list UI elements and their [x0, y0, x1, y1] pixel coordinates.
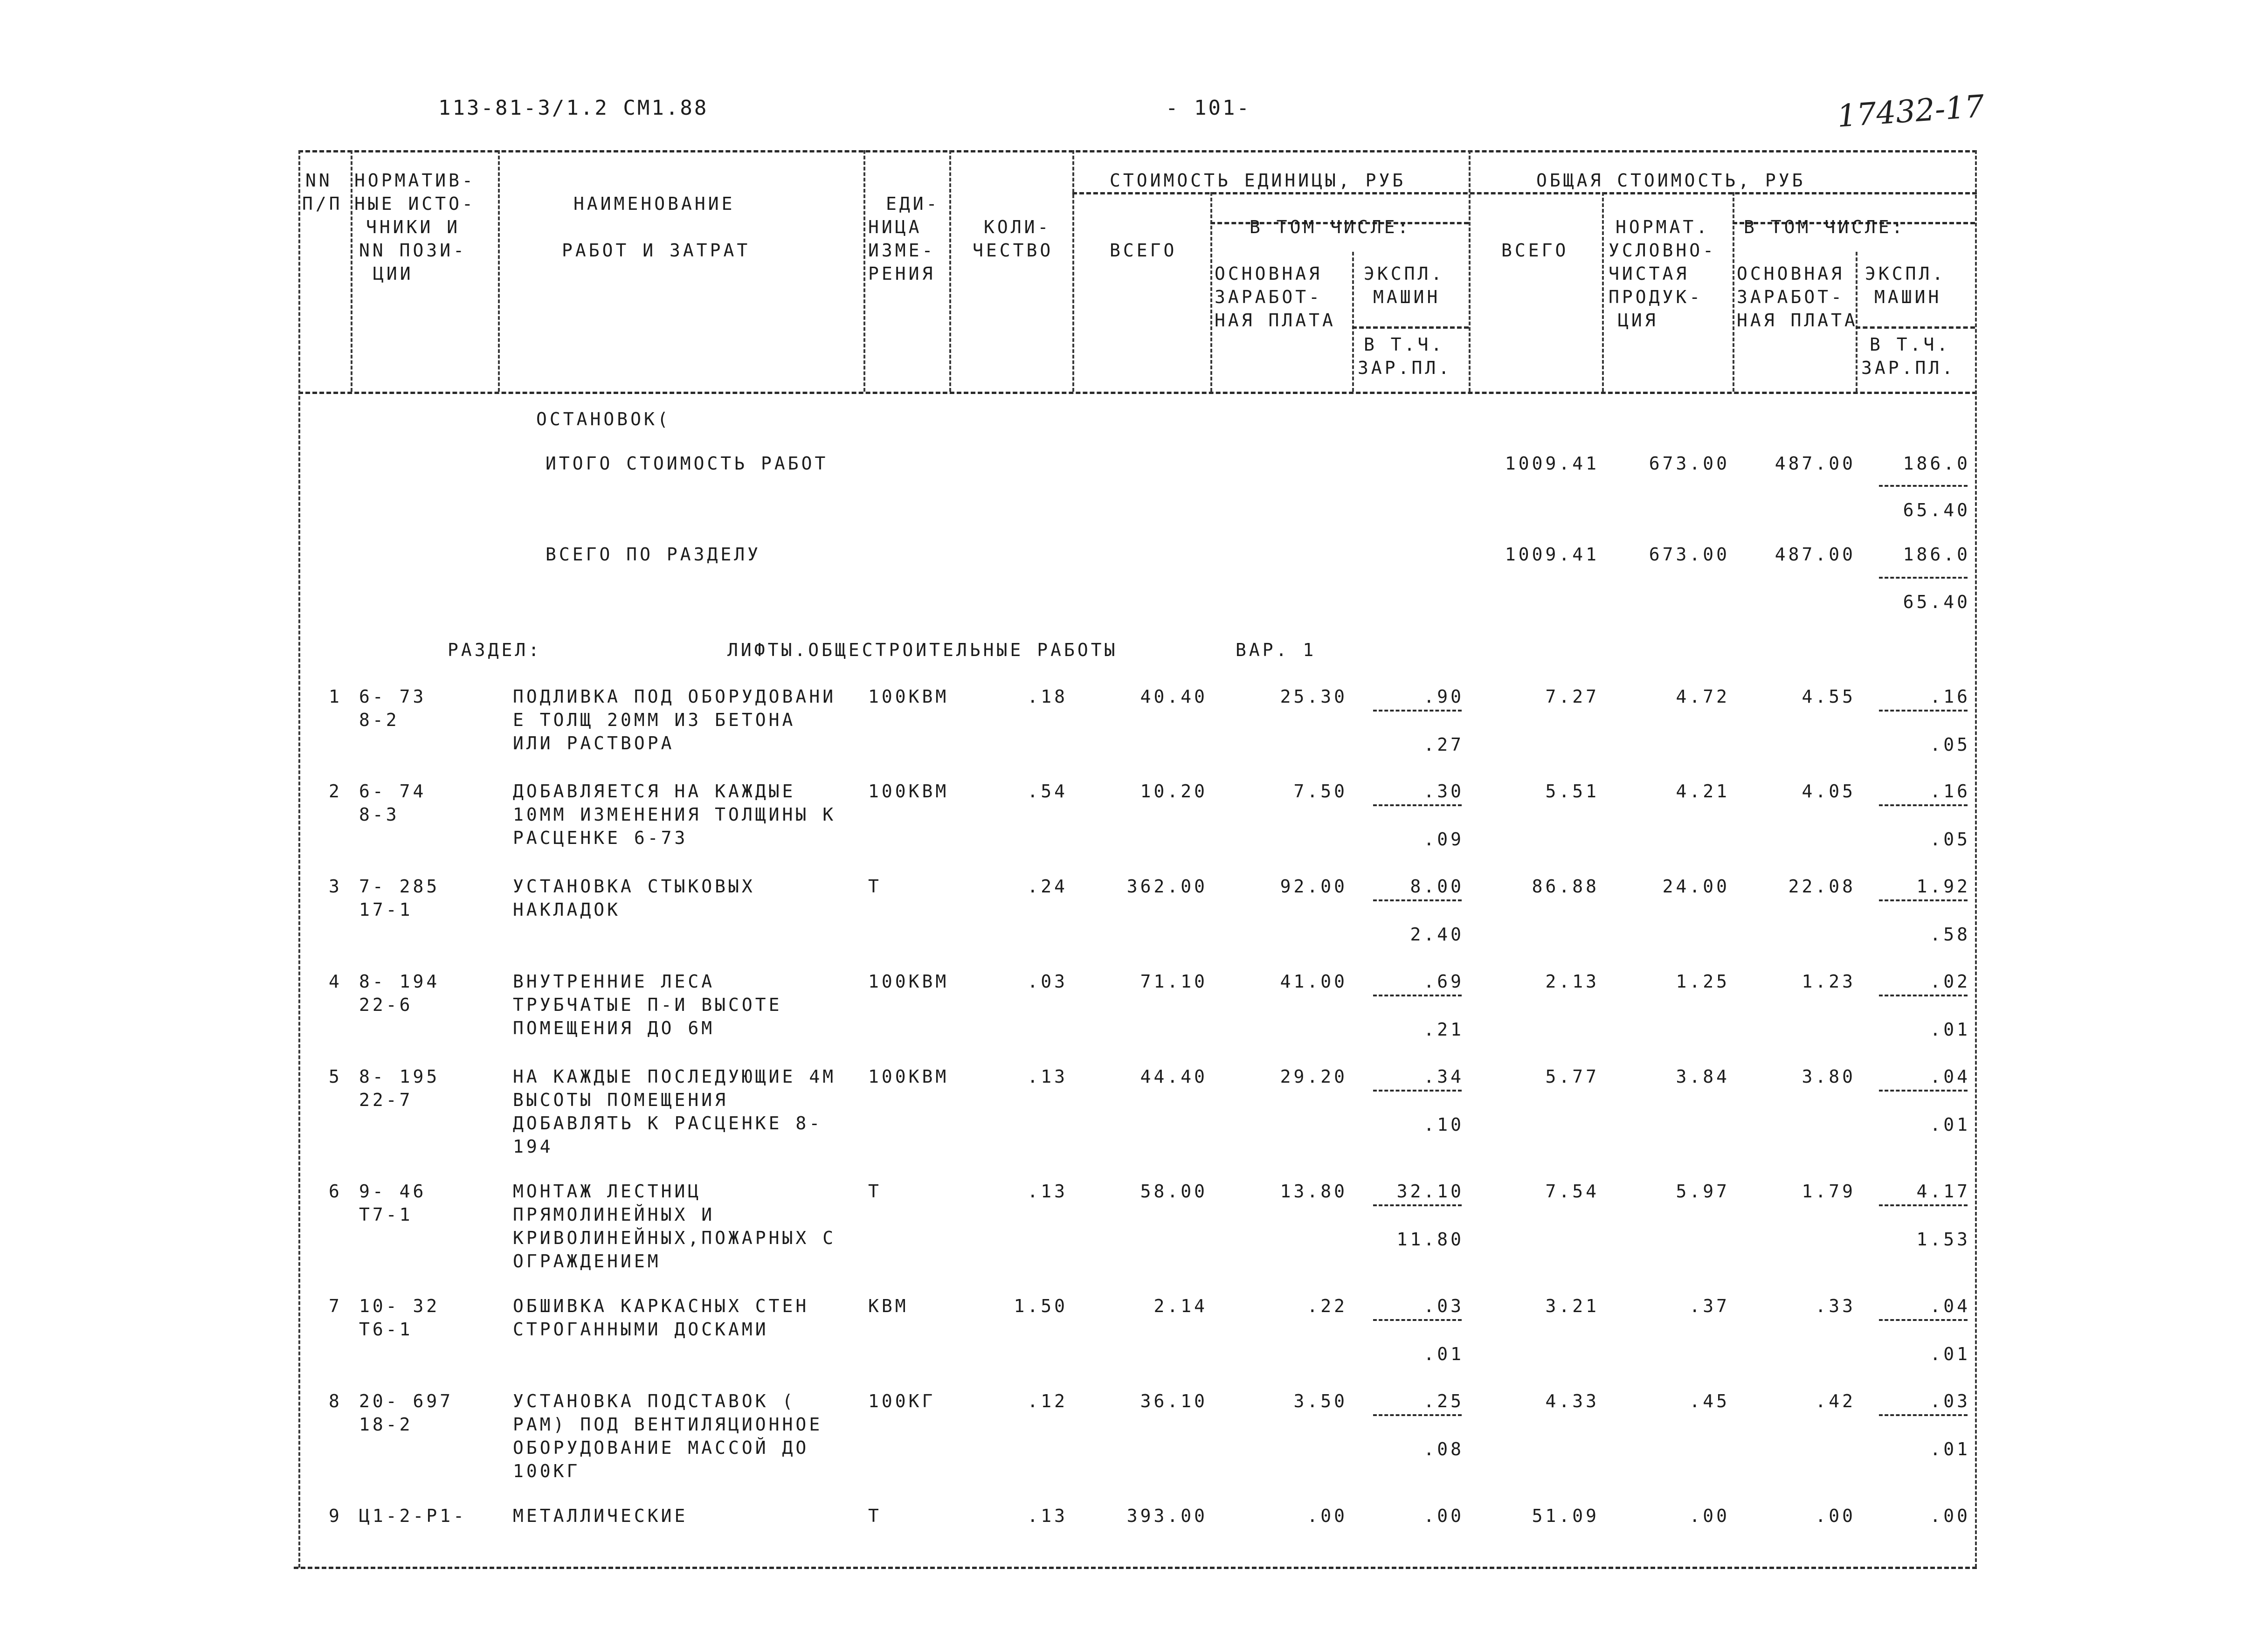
- row-position: 17-1: [359, 899, 413, 920]
- eks-divider: [1352, 326, 1469, 329]
- hdr-name-2: РАБОТ И ЗАТРАТ: [562, 240, 751, 261]
- row-grand-norm-production: .00: [1689, 1506, 1730, 1526]
- hdr-norm-4: NN ПОЗИ-: [359, 240, 467, 261]
- row-grand-norm-production: 4.21: [1676, 781, 1730, 802]
- table-right-edge: [1975, 150, 1977, 1568]
- row-name-line: ОБШИВКА КАРКАСНЫХ СТЕН: [513, 1296, 809, 1316]
- row-unit-machines-sep: [1373, 899, 1462, 901]
- table-bottom-border: [294, 1567, 1977, 1569]
- row-grand-machines-salary: .05: [1930, 734, 1970, 755]
- hdr-osn-6: НАЯ ПЛАТА: [1737, 310, 1858, 331]
- hdr-unit-2: НИЦА: [868, 217, 922, 237]
- row-unit: 100КВМ: [868, 1066, 949, 1087]
- row-unit-salary: 25.30: [1280, 686, 1347, 707]
- row-name-line: ВНУТРЕННИЕ ЛЕСА: [513, 971, 715, 992]
- row-name-line: 194: [513, 1136, 553, 1157]
- row-unit-machines-salary: .27: [1423, 734, 1464, 755]
- row-unit-salary: 13.80: [1280, 1181, 1347, 1202]
- row-name-line: ОГРАЖДЕНИЕМ: [513, 1251, 661, 1272]
- row-unit-machines-sep: [1373, 1204, 1462, 1206]
- summary-vsego-eks-zp: 65.40: [1903, 592, 1970, 612]
- row-name-line: МОНТАЖ ЛЕСТНИЦ: [513, 1181, 702, 1202]
- row-grand-norm-production: 5.97: [1676, 1181, 1730, 1202]
- row-name-line: ТРУБЧАТЫЕ П-И ВЫСОТЕ: [513, 995, 782, 1015]
- row-unit: Т: [868, 876, 882, 897]
- row-name-line: Е ТОЛЩ 20ММ ИЗ БЕТОНА: [513, 710, 796, 730]
- row-name-line: ДОБАВЛЯТЬ К РАСЦЕНКЕ 8-: [513, 1113, 823, 1134]
- row-grand-salary: 3.80: [1802, 1066, 1856, 1087]
- row-unit-total: 2.14: [1153, 1296, 1208, 1316]
- row-grand-machines: .04: [1930, 1066, 1970, 1087]
- row-grand-machines-sep: [1879, 995, 1968, 996]
- hdr-eks-8: ЗАР.ПЛ.: [1861, 358, 1956, 378]
- row-unit-machines: .30: [1423, 781, 1464, 802]
- row-number: 1: [329, 686, 342, 707]
- row-grand-machines: .02: [1930, 971, 1970, 992]
- row-unit-machines-sep: [1373, 1319, 1462, 1321]
- row-unit: КВМ: [868, 1296, 909, 1316]
- summary-vsego-norm: 673.00: [1649, 544, 1730, 565]
- row-unit-salary: 29.20: [1280, 1066, 1347, 1087]
- document-code: 113-81-3/1.2 СМ1.88: [438, 96, 709, 120]
- row-grand-machines-sep: [1879, 1414, 1968, 1416]
- hdr-eks-6: МАШИН: [1874, 287, 1942, 307]
- hdr-nn: NN: [305, 170, 332, 191]
- row-number: 7: [329, 1296, 342, 1316]
- row-grand-machines: .16: [1930, 781, 1970, 802]
- row-grand-machines: .16: [1930, 686, 1970, 707]
- row-position: 22-7: [359, 1090, 413, 1110]
- row-code: 6- 73: [359, 686, 427, 707]
- summary-itogo-sep: [1879, 485, 1968, 487]
- col-sep-unit-cost: [1469, 150, 1471, 392]
- row-grand-salary: 1.79: [1802, 1181, 1856, 1202]
- col-sep-total: [1602, 192, 1604, 392]
- row-name-line: РАМ) ПОД ВЕНТИЛЯЦИОННОЕ: [513, 1414, 823, 1435]
- row-number: 6: [329, 1181, 342, 1202]
- row-name-line: 100КГ: [513, 1461, 580, 1481]
- row-grand-machines-sep: [1879, 710, 1968, 712]
- page-number: - 101-: [1166, 96, 1251, 120]
- row-grand-norm-production: .37: [1689, 1296, 1730, 1316]
- hdr-nor-5: ЦИЯ: [1618, 310, 1658, 331]
- summary-itogo-eks: 186.0: [1903, 453, 1970, 474]
- row-name-line: 10ММ ИЗМЕНЕНИЯ ТОЛЩИНЫ К: [513, 804, 836, 825]
- row-unit-machines-sep: [1373, 710, 1462, 712]
- row-grand-salary: 4.05: [1802, 781, 1856, 802]
- row-quantity: .03: [1027, 971, 1068, 992]
- row-quantity: .24: [1027, 876, 1068, 897]
- row-unit-machines: .34: [1423, 1066, 1464, 1087]
- row-grand-machines: .00: [1930, 1506, 1970, 1526]
- row-grand-salary: 4.55: [1802, 686, 1856, 707]
- row-unit-salary: 3.50: [1293, 1391, 1347, 1411]
- row-position: Т6-1: [359, 1319, 413, 1340]
- header-bottom-border: [298, 392, 1977, 394]
- summary-itogo-label: ИТОГО СТОИМОСТЬ РАБОТ: [546, 453, 829, 474]
- row-quantity: .12: [1027, 1391, 1068, 1411]
- hdr-nor-2: УСЛОВНО-: [1609, 240, 1717, 261]
- row-unit: 100КВМ: [868, 971, 949, 992]
- row-unit-machines: .03: [1423, 1296, 1464, 1316]
- row-grand-salary: .33: [1815, 1296, 1856, 1316]
- hdr-osn-1: ОСНОВНАЯ: [1215, 263, 1323, 284]
- hdr-unit-1: ЕДИ-: [886, 194, 940, 214]
- row-grand-salary: 1.23: [1802, 971, 1856, 992]
- row-position: 18-2: [359, 1414, 413, 1435]
- summary-vsego-sep: [1879, 577, 1968, 579]
- row-unit-total: 10.20: [1140, 781, 1208, 802]
- row-unit-salary: 92.00: [1280, 876, 1347, 897]
- row-grand-machines-salary: .01: [1930, 1344, 1970, 1364]
- hdr-eks-2: МАШИН: [1373, 287, 1441, 307]
- section-title: ЛИФТЫ.ОБЩЕСТРОИТЕЛЬНЫЕ РАБОТЫ: [727, 640, 1118, 660]
- hdr-nor-1: НОРМАТ.: [1616, 217, 1710, 237]
- row-grand-total: 3.21: [1545, 1296, 1599, 1316]
- row-unit-machines-salary: .21: [1423, 1019, 1464, 1040]
- hdr-eks-4: ЗАР.ПЛ.: [1358, 358, 1452, 378]
- row-position: 8-3: [359, 804, 400, 825]
- summary-vsego-total: 1009.41: [1505, 544, 1599, 565]
- row-grand-machines-sep: [1879, 899, 1968, 901]
- hdr-unit-cost: СТОИМОСТЬ ЕДИНИЦЫ, РУБ: [1110, 170, 1406, 191]
- summary-vsego-osn: 487.00: [1775, 544, 1856, 565]
- row-number: 9: [329, 1506, 342, 1526]
- col-sep-nn: [351, 150, 352, 392]
- row-unit-machines-salary: .09: [1423, 829, 1464, 850]
- row-unit-machines-salary: 2.40: [1410, 924, 1464, 945]
- row-unit-salary: .22: [1307, 1296, 1347, 1316]
- hdr-eks-3: В Т.Ч.: [1364, 334, 1445, 355]
- row-number: 3: [329, 876, 342, 897]
- hdr-norm-1: НОРМАТИВ-: [354, 170, 476, 191]
- hdr-vsego: ВСЕГО: [1110, 240, 1177, 261]
- row-unit-total: 362.00: [1126, 876, 1208, 897]
- archive-stamp: 17432-17: [1836, 88, 1986, 134]
- row-unit-machines: .69: [1423, 971, 1464, 992]
- section-label: РАЗДЕЛ:: [448, 640, 542, 660]
- row-number: 4: [329, 971, 342, 992]
- row-unit-machines: .90: [1423, 686, 1464, 707]
- row-code: 10- 32: [359, 1296, 440, 1316]
- hdr-vtom: В ТОМ ЧИСЛЕ:: [1250, 217, 1411, 237]
- hdr-osn-2: ЗАРАБОТ-: [1215, 287, 1323, 307]
- hdr-pp: П/П: [302, 194, 343, 214]
- row-position: 8-2: [359, 710, 400, 730]
- row-quantity: .13: [1027, 1066, 1068, 1087]
- row-grand-salary: .42: [1815, 1391, 1856, 1411]
- row-unit-total: 71.10: [1140, 971, 1208, 992]
- hdr-osn-4: ОСНОВНАЯ: [1737, 263, 1845, 284]
- row-code: 6- 74: [359, 781, 427, 802]
- row-quantity: .18: [1027, 686, 1068, 707]
- row-grand-machines-sep: [1879, 1204, 1968, 1206]
- row-unit-machines-sep: [1373, 1090, 1462, 1092]
- row-grand-norm-production: 24.00: [1662, 876, 1730, 897]
- row-position: 22-6: [359, 995, 413, 1015]
- hdr-norm-5: ЦИИ: [373, 263, 414, 284]
- row-code: 20- 697: [359, 1391, 454, 1411]
- row-grand-machines-salary: .58: [1930, 924, 1970, 945]
- row-name-line: УСТАНОВКА СТЫКОВЫХ: [513, 876, 755, 897]
- row-unit-salary: 41.00: [1280, 971, 1347, 992]
- row-grand-norm-production: .45: [1689, 1391, 1730, 1411]
- table-left-edge: [298, 150, 300, 1568]
- row-grand-machines-salary: 1.53: [1916, 1229, 1970, 1250]
- row-unit-salary: .00: [1307, 1506, 1347, 1526]
- row-grand-total: 4.33: [1545, 1391, 1599, 1411]
- row-grand-total: 2.13: [1545, 971, 1599, 992]
- row-name-line: ОБОРУДОВАНИЕ МАССОЙ ДО: [513, 1438, 809, 1458]
- hdr-osn-3: НАЯ ПЛАТА: [1215, 310, 1336, 331]
- hdr-qty-1: КОЛИ-: [984, 217, 1051, 237]
- row-unit-machines: .25: [1423, 1391, 1464, 1411]
- row-unit-salary: 7.50: [1293, 781, 1347, 802]
- hdr-eks-5: ЭКСПЛ.: [1865, 263, 1946, 284]
- row-number: 8: [329, 1391, 342, 1411]
- row-name-line: НА КАЖДЫЕ ПОСЛЕДУЮЩИЕ 4М: [513, 1066, 836, 1087]
- summary-itogo-total: 1009.41: [1505, 453, 1599, 474]
- row-unit-total: 36.10: [1140, 1391, 1208, 1411]
- row-unit-machines-sep: [1373, 804, 1462, 806]
- row-code: 8- 194: [359, 971, 440, 992]
- hdr-eks-1: ЭКСПЛ.: [1364, 263, 1445, 284]
- row-unit: Т: [868, 1181, 882, 1202]
- row-unit: 100КГ: [868, 1391, 936, 1411]
- eks-divider-2: [1856, 326, 1975, 329]
- summary-carryover-text: ОСТАНОВОК(: [536, 409, 671, 429]
- row-quantity: .54: [1027, 781, 1068, 802]
- row-name-line: НАКЛАДОК: [513, 899, 621, 920]
- row-name-line: ВЫСОТЫ ПОМЕЩЕНИЯ: [513, 1090, 729, 1110]
- row-grand-norm-production: 4.72: [1676, 686, 1730, 707]
- row-grand-machines-sep: [1879, 1090, 1968, 1092]
- row-unit-machines: .00: [1423, 1506, 1464, 1526]
- row-unit-total: 40.40: [1140, 686, 1208, 707]
- row-grand-machines: .04: [1930, 1296, 1970, 1316]
- row-code: 9- 46: [359, 1181, 427, 1202]
- row-grand-machines-salary: .01: [1930, 1019, 1970, 1040]
- hdr-osn-5: ЗАРАБОТ-: [1737, 287, 1845, 307]
- row-grand-machines-sep: [1879, 804, 1968, 806]
- hdr-unit-4: РЕНИЯ: [868, 263, 936, 284]
- hdr-eks-7: В Т.Ч.: [1870, 334, 1951, 355]
- summary-itogo-norm: 673.00: [1649, 453, 1730, 474]
- hdr-vsego-2: ВСЕГО: [1501, 240, 1569, 261]
- row-unit-machines-salary: .08: [1423, 1439, 1464, 1459]
- col-sep-osn: [1352, 252, 1354, 392]
- hdr-name-1: НАИМЕНОВАНИЕ: [573, 194, 735, 214]
- row-grand-total: 51.09: [1532, 1506, 1599, 1526]
- hdr-total-cost: ОБЩАЯ СТОИМОСТЬ, РУБ: [1536, 170, 1806, 191]
- header-subdivider: [1072, 192, 1977, 194]
- hdr-unit-3: ИЗМЕ-: [868, 240, 936, 261]
- row-unit: 100КВМ: [868, 781, 949, 802]
- row-name-line: ПОМЕЩЕНИЯ ДО 6М: [513, 1018, 715, 1038]
- summary-itogo-osn: 487.00: [1775, 453, 1856, 474]
- row-unit-total: 393.00: [1126, 1506, 1208, 1526]
- row-unit-machines-salary: 11.80: [1396, 1229, 1464, 1250]
- row-grand-total: 5.51: [1545, 781, 1599, 802]
- hdr-norm-2: НЫЕ ИСТО-: [354, 194, 476, 214]
- col-sep-norm: [498, 150, 500, 392]
- row-number: 5: [329, 1066, 342, 1087]
- row-grand-machines: .03: [1930, 1391, 1970, 1411]
- row-unit: Т: [868, 1506, 882, 1526]
- summary-vsego-label: ВСЕГО ПО РАЗДЕЛУ: [546, 544, 761, 565]
- row-unit: 100КВМ: [868, 686, 949, 707]
- row-code: Ц1-2-Р1-: [359, 1506, 467, 1526]
- row-grand-machines-sep: [1879, 1319, 1968, 1321]
- row-quantity: 1.50: [1014, 1296, 1068, 1316]
- row-name-line: ИЛИ РАСТВОРА: [513, 733, 675, 753]
- row-grand-machines-salary: .01: [1930, 1114, 1970, 1135]
- hdr-nor-4: ПРОДУК-: [1609, 287, 1703, 307]
- row-grand-machines-salary: .01: [1930, 1439, 1970, 1459]
- row-name-line: ПРЯМОЛИНЕЙНЫХ И: [513, 1204, 715, 1225]
- row-grand-total: 7.27: [1545, 686, 1599, 707]
- row-number: 2: [329, 781, 342, 802]
- row-name-line: ДОБАВЛЯЕТСЯ НА КАЖДЫЕ: [513, 781, 796, 802]
- row-unit-machines: 32.10: [1396, 1181, 1464, 1202]
- row-grand-machines-salary: .05: [1930, 829, 1970, 850]
- row-name-line: СТРОГАННЫМИ ДОСКАМИ: [513, 1319, 769, 1340]
- row-grand-total: 7.54: [1545, 1181, 1599, 1202]
- row-name-line: УСТАНОВКА ПОДСТАВОК (: [513, 1391, 796, 1411]
- row-unit-machines-sep: [1373, 995, 1462, 996]
- row-unit-machines-salary: .10: [1423, 1114, 1464, 1135]
- row-unit-machines-salary: .01: [1423, 1344, 1464, 1364]
- row-grand-machines: 1.92: [1916, 876, 1970, 897]
- row-position: Т7-1: [359, 1204, 413, 1225]
- row-code: 7- 285: [359, 876, 440, 897]
- summary-vsego-eks: 186.0: [1903, 544, 1970, 565]
- row-name-line: РАСЦЕНКЕ 6-73: [513, 828, 688, 848]
- row-grand-salary: 22.08: [1788, 876, 1856, 897]
- row-grand-machines: 4.17: [1916, 1181, 1970, 1202]
- row-name-line: ПОДЛИВКА ПОД ОБОРУДОВАНИ: [513, 686, 836, 707]
- row-code: 8- 195: [359, 1066, 440, 1087]
- row-name-line: МЕТАЛЛИЧЕСКИЕ: [513, 1506, 688, 1526]
- col-sep-name: [863, 150, 865, 392]
- col-sep-qty: [1072, 150, 1074, 392]
- row-grand-norm-production: 3.84: [1676, 1066, 1730, 1087]
- row-grand-salary: .00: [1815, 1506, 1856, 1526]
- row-grand-norm-production: 1.25: [1676, 971, 1730, 992]
- hdr-norm-3: ЧНИКИ И: [366, 217, 461, 237]
- row-unit-machines-sep: [1373, 1414, 1462, 1416]
- hdr-qty-2: ЧЕСТВО: [973, 240, 1054, 261]
- row-name-line: КРИВОЛИНЕЙНЫХ,ПОЖАРНЫХ С: [513, 1228, 836, 1248]
- hdr-nor-3: ЧИСТАЯ: [1609, 263, 1690, 284]
- section-variant: ВАР. 1: [1236, 640, 1317, 660]
- table-top-border: [298, 150, 1977, 152]
- row-quantity: .13: [1027, 1506, 1068, 1526]
- summary-itogo-eks-zp: 65.40: [1903, 500, 1970, 520]
- row-quantity: .13: [1027, 1181, 1068, 1202]
- col-sep-unit: [949, 150, 951, 392]
- row-unit-total: 58.00: [1140, 1181, 1208, 1202]
- hdr-vtom-2: В ТОМ ЧИСЛЕ:: [1744, 217, 1906, 237]
- row-unit-total: 44.40: [1140, 1066, 1208, 1087]
- row-unit-machines: 8.00: [1410, 876, 1464, 897]
- row-grand-total: 86.88: [1532, 876, 1599, 897]
- row-grand-total: 5.77: [1545, 1066, 1599, 1087]
